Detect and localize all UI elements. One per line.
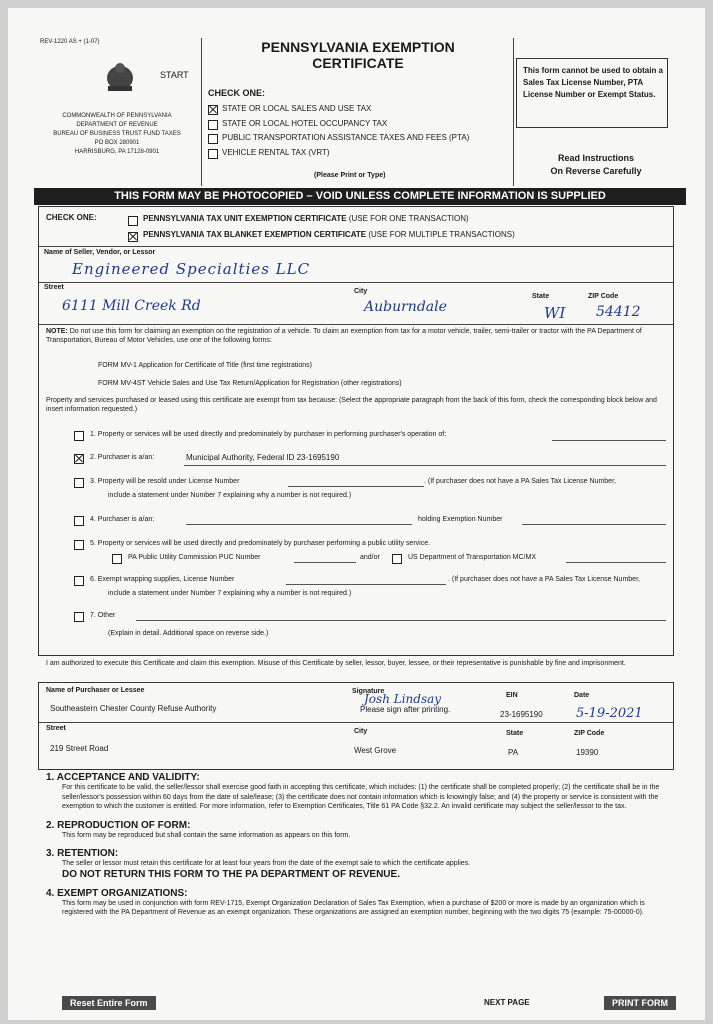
purchaser-zip-value[interactable]: 19390 xyxy=(576,748,599,757)
reason-5-usdot-field[interactable] xyxy=(566,562,666,563)
next-page-link[interactable]: NEXT PAGE xyxy=(484,998,530,1007)
form-mv4st: FORM MV-4ST Vehicle Sales and Use Tax Return/Application for Registration (other registrations) xyxy=(98,380,402,387)
reason-4-type-field[interactable] xyxy=(186,524,412,525)
checkbox[interactable] xyxy=(208,120,218,130)
reason-5-usdot-label: US Department of Transportation MC/MX xyxy=(408,554,536,561)
form-mv1: FORM MV-1 Application for Certificate of Title (first time registrations) xyxy=(98,362,312,369)
divider xyxy=(38,246,674,247)
reason-6-note2: include a statement under Number 7 explaining why a number is not required.) xyxy=(108,590,352,597)
seller-state-label: State xyxy=(532,293,550,300)
reason-5-checkbox[interactable] xyxy=(74,540,84,550)
checkbox[interactable] xyxy=(208,149,218,159)
purchaser-city-value[interactable]: West Grove xyxy=(354,746,397,755)
tax-option-vrt[interactable]: VEHICLE RENTAL TAX (VRT) xyxy=(208,146,469,161)
seller-city-label: City xyxy=(354,288,368,295)
tax-option-pta[interactable]: PUBLIC TRANSPORTATION ASSISTANCE TAXES AND FEES (PTA) xyxy=(208,131,469,146)
signature-value[interactable]: Josh Lindsay xyxy=(364,692,442,706)
reason-7-field[interactable] xyxy=(136,620,666,621)
reason-5-andor: and/or xyxy=(360,554,380,561)
checkbox[interactable] xyxy=(208,134,218,144)
header-divider-left xyxy=(201,38,202,186)
reason-7-note: (Explain in detail. Additional space on reverse side.) xyxy=(108,630,269,637)
seller-name-label: Name of Seller, Vendor, or Lessor xyxy=(44,249,156,256)
section-retention: 3. RETENTION: The seller or lessor must retain this certificate for at least four years from the date of the exempt sale to which the certificate applies. DO NOT RETURN THIS FORM TO THE PA DEPARTMENT OF REVENUE. xyxy=(46,848,471,880)
authorization-statement: I am authorized to execute this Certificate and claim this exemption. Misuse of this Certificate by seller, lessor, buyer, lessee, or their representative is punishable by fine and imprisonment. xyxy=(46,660,626,667)
reset-form-button[interactable]: Reset Entire Form xyxy=(62,996,156,1010)
start-label: START xyxy=(160,70,189,80)
form-title: PENNSYLVANIA EXEMPTION CERTIFICATE xyxy=(261,39,455,71)
purchaser-city-label: City xyxy=(354,728,368,735)
seller-zip-label: ZIP Code xyxy=(588,293,619,300)
reason-5-label: 5. Property or services will be used directly and predominately by purchaser performing a public utility service. xyxy=(90,540,431,547)
divider xyxy=(38,722,674,723)
reason-3-label: 3. Property will be resold under License Number xyxy=(90,478,240,485)
section-exempt-orgs: 4. EXEMPT ORGANIZATIONS: This form may be used in conjunction with form REV-1715, Exempt Organization Declaration of Sales Tax Exemption, when a purchase of $200 or more is made by an organization which is registered with the PA Department of Revenue as an exempt organization. These organizations are assigned an exemption number, beginning with the two digits 75 (example: 75-00000-0). xyxy=(46,887,645,916)
tax-option-sales-use[interactable]: STATE OR LOCAL SALES AND USE TAX xyxy=(208,102,469,117)
reason-3-note2: include a statement under Number 7 explaining why a number is not required.) xyxy=(108,492,352,499)
seller-zip-value[interactable]: 54412 xyxy=(596,304,641,320)
cert-check-one: CHECK ONE: xyxy=(46,213,97,222)
reason-4-checkbox[interactable] xyxy=(74,516,84,526)
reason-6-checkbox[interactable] xyxy=(74,576,84,586)
reason-6-note: . (If purchaser does not have a PA Sales Tax License Number, xyxy=(448,576,640,583)
reason-6-label: 6. Exempt wrapping supplies, License Number xyxy=(90,576,235,583)
divider xyxy=(38,324,674,325)
photocopy-banner: THIS FORM MAY BE PHOTOCOPIED – VOID UNLESS COMPLETE INFORMATION IS SUPPLIED xyxy=(34,188,686,205)
instructions-note: Read Instructions On Reverse Carefully xyxy=(550,153,642,176)
instruction-sections xyxy=(46,772,672,918)
purchaser-street-label: Street xyxy=(46,725,66,732)
reason-4-exemption-field[interactable] xyxy=(522,524,666,525)
seller-name-value[interactable]: Engineered Specialties LLC xyxy=(72,260,311,278)
vehicle-note: NOTE: Do not use this form for claiming an exemption on the registration of a vehicle. To claim an exemption from tax for a motor vehicle, trailer, semi-trailer or tractor with the PA Department of Transportation, Bureau of Motor Vehicles, use one of the following forms: xyxy=(46,328,642,344)
reason-7-label: 7. Other xyxy=(90,612,116,619)
header-divider-right xyxy=(513,38,514,186)
form-code: REV-1220 AS + (1-07) xyxy=(40,39,100,45)
blanket-cert-label: PENNSYLVANIA TAX BLANKET EXEMPTION CERTIFICATE (USE FOR MULTIPLE TRANSACTIONS) xyxy=(143,230,515,239)
print-form-button[interactable]: PRINT FORM xyxy=(604,996,676,1010)
seller-street-label: Street xyxy=(44,284,64,291)
pa-seal-icon xyxy=(100,60,140,94)
tax-option-hotel[interactable]: STATE OR LOCAL HOTEL OCCUPANCY TAX xyxy=(208,117,469,132)
purchaser-zip-label: ZIP Code xyxy=(574,730,605,737)
check-one-label: CHECK ONE: xyxy=(208,88,266,98)
purchaser-street-value[interactable]: 219 Street Road xyxy=(50,744,109,753)
tax-options xyxy=(208,102,469,160)
reason-2-checkbox[interactable] xyxy=(74,454,84,464)
ein-label: EIN xyxy=(506,692,518,699)
ein-value[interactable]: 23-1695190 xyxy=(500,710,543,719)
purchaser-name-value[interactable]: Southeastern Chester County Refuse Authority xyxy=(50,704,217,713)
reason-2-label: 2. Purchaser is a/an: xyxy=(90,454,155,461)
warning-box: This form cannot be used to obtain a Sales Tax License Number, PTA License Number or Exempt Status. xyxy=(516,58,668,128)
purchaser-state-value[interactable]: PA xyxy=(508,748,519,757)
date-label: Date xyxy=(574,692,590,699)
reason-1-label: 1. Property or services will be used directly and predominately by purchaser in performing purchaser's operation of: xyxy=(90,431,447,438)
section-reproduction: 2. REPRODUCTION OF FORM: This form may be reproduced but shall contain the same information as appears on this form. xyxy=(46,819,351,839)
seller-state-value[interactable]: WI xyxy=(544,304,566,322)
reason-6-license-field[interactable] xyxy=(286,584,446,585)
print-note: (Please Print or Type) xyxy=(314,172,386,179)
section-acceptance: 1. ACCEPTANCE AND VALIDITY: For this certificate to be valid, the seller/lessor shall exercise good faith in accepting this certificate, which includes: (1) the certificate shall be completed properly; (2) the certificate shall be in the seller/lessor's possession within 60 days from the date of sale/lease; (3) the certificate does not contain information which is knowingly false; and (4) the property or service is consistent with the exemption to which the customer is entitled. For more information, refer to Exemption Certificates, Title 61 PA Code §32.2. An invalid certificate may subject the seller/lessor to the tax. xyxy=(46,772,660,810)
reason-4-label: 4. Purchaser is a/an: xyxy=(90,516,155,523)
reason-1-checkbox[interactable] xyxy=(74,431,84,441)
reason-5-puc-label: PA Public Utility Commission PUC Number xyxy=(128,554,261,561)
checkbox-checked[interactable] xyxy=(208,105,218,115)
exemption-certificate-page xyxy=(8,8,705,1020)
reason-4-holding: holding Exemption Number xyxy=(418,516,503,523)
date-value[interactable]: 5-19-2021 xyxy=(576,706,643,721)
reason-2-field xyxy=(184,465,666,466)
reason-5-usdot-checkbox[interactable] xyxy=(392,554,402,564)
purchaser-name-label: Name of Purchaser or Lessee xyxy=(46,687,145,694)
blanket-cert-checkbox[interactable] xyxy=(128,232,138,242)
divider xyxy=(38,282,674,283)
reason-intro: Property and services purchased or leased using this certificate are exempt from tax because: (Select the appropriate paragraph from the back of this form, check the corresponding block below and insert information requested.) xyxy=(46,397,657,413)
reason-7-checkbox[interactable] xyxy=(74,612,84,622)
seller-street-value[interactable]: 6111 Mill Creek Rd xyxy=(62,298,201,314)
reason-2-value[interactable]: Municipal Authority, Federal ID 23-1695190 xyxy=(186,453,340,462)
reason-3-note: . (If purchaser does not have a PA Sales Tax License Number, xyxy=(424,478,616,485)
reason-1-field[interactable] xyxy=(552,440,666,441)
seller-city-value[interactable]: Auburndale xyxy=(364,299,447,315)
unit-cert-checkbox[interactable] xyxy=(128,216,138,226)
reason-5-puc-checkbox[interactable] xyxy=(112,554,122,564)
signature-hint: Please sign after printing. xyxy=(360,705,451,714)
reason-3-checkbox[interactable] xyxy=(74,478,84,488)
unit-cert-label: PENNSYLVANIA TAX UNIT EXEMPTION CERTIFICATE (USE FOR ONE TRANSACTION) xyxy=(143,214,469,223)
reason-5-puc-field[interactable] xyxy=(294,562,356,563)
reason-3-license-field[interactable] xyxy=(288,486,424,487)
commonwealth-address: COMMONWEALTH OF PENNSYLVANIA DEPARTMENT OF REVENUE BUREAU OF BUSINESS TRUST FUND TAXES PO BOX 280901 HARRISBURG, PA 17128-0901 xyxy=(53,113,181,155)
purchaser-state-label: State xyxy=(506,730,524,737)
signature-label: Signature xyxy=(352,688,385,695)
